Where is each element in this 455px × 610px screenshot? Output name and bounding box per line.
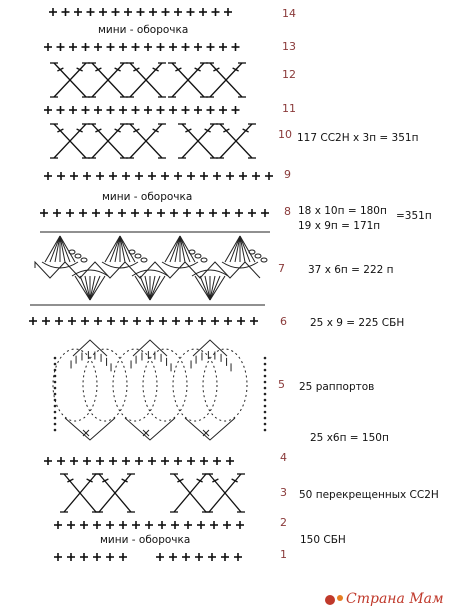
crossed-stitch-symbol [126,124,166,158]
lace-dot [54,375,57,378]
lace-dot [54,417,57,420]
single-crochet-symbol [70,457,78,465]
single-crochet-symbol [219,43,227,51]
single-crochet-symbol [156,553,164,561]
note-row-1: 150 СБН [300,534,346,546]
single-crochet-symbol [44,172,52,180]
single-crochet-symbol [69,43,77,51]
lace-dot [54,393,57,396]
single-crochet-symbol [144,106,152,114]
single-crochet-symbol [94,43,102,51]
plus-row-row-6 [29,317,258,325]
single-crochet-symbol [124,8,132,16]
single-crochet-symbol [81,317,89,325]
single-crochet-symbol [265,172,273,180]
single-crochet-symbol [109,172,117,180]
single-crochet-symbol [182,553,190,561]
single-crochet-symbol [200,172,208,180]
single-crochet-symbol [236,521,244,529]
single-crochet-symbol [106,521,114,529]
single-crochet-symbol [161,172,169,180]
lace-dot [54,357,57,360]
single-crochet-symbol [120,317,128,325]
note-row-8a: 18 х 10п = 180п [298,205,387,217]
row-number-9: 9 [284,168,291,181]
single-crochet-symbol [172,317,180,325]
crossed-stitch-symbol [206,63,246,97]
row-number-14: 14 [282,7,296,20]
crossed-stitch-symbol [88,124,128,158]
lace-dot [54,387,57,390]
single-crochet-symbol [223,521,231,529]
single-crochet-symbol [96,172,104,180]
single-crochet-symbol [57,106,65,114]
single-crochet-symbol [171,521,179,529]
lace-dot [54,405,57,408]
single-crochet-symbol [169,106,177,114]
single-crochet-symbol [119,553,127,561]
lace-dot [264,417,267,420]
single-crochet-symbol [44,43,52,51]
single-crochet-symbol [54,521,62,529]
row-number-5: 5 [278,378,285,391]
single-crochet-symbol [131,209,139,217]
single-crochet-symbol [57,457,65,465]
mini-ruffle-label-top: мини - оборочка [98,24,189,36]
row-number-13: 13 [282,40,296,53]
single-crochet-symbol [224,317,232,325]
single-crochet-symbol [122,457,130,465]
cross-row-row-10 [50,124,256,158]
single-crochet-symbol [174,172,182,180]
single-crochet-symbol [112,8,120,16]
single-crochet-symbol [187,457,195,465]
single-crochet-symbol [144,209,152,217]
crossed-stitch-symbol [88,63,128,97]
plus-row-row-11 [44,106,240,114]
lace-dot [264,363,267,366]
lace-dot [264,369,267,372]
row-number-10: 10 [278,128,292,141]
single-crochet-symbol [96,457,104,465]
single-crochet-symbol [148,457,156,465]
single-crochet-symbol [198,317,206,325]
single-crochet-symbol [149,8,157,16]
single-crochet-symbol [170,209,178,217]
single-crochet-symbol [222,209,230,217]
single-crochet-symbol [199,8,207,16]
single-crochet-symbol [109,457,117,465]
single-crochet-symbol [185,317,193,325]
single-crochet-symbol [55,317,63,325]
single-crochet-symbol [232,43,240,51]
crossed-stitch-symbol [205,474,245,512]
lace-arches-row-5 [53,340,266,440]
single-crochet-symbol [183,209,191,217]
single-crochet-symbol [44,106,52,114]
single-crochet-symbol [119,106,127,114]
single-crochet-symbol [184,521,192,529]
single-crochet-symbol [67,521,75,529]
single-crochet-symbol [195,553,203,561]
single-crochet-symbol [94,106,102,114]
single-crochet-symbol [119,43,127,51]
lace-dot [54,381,57,384]
lace-dot [54,411,57,414]
single-crochet-symbol [158,521,166,529]
single-crochet-symbol [69,106,77,114]
lace-dot [264,405,267,408]
single-crochet-symbol [169,43,177,51]
single-crochet-symbol [157,106,165,114]
crossed-stitch-symbol [126,63,166,97]
note-row-5b: 25 х6п = 150п [310,432,389,444]
single-crochet-symbol [250,317,258,325]
lace-dot [264,381,267,384]
watermark-text: Страна Мам [346,591,444,607]
single-crochet-symbol [232,106,240,114]
single-crochet-symbol [118,209,126,217]
watermark-logo-dot-icon [337,595,343,601]
single-crochet-symbol [132,106,140,114]
single-crochet-symbol [80,521,88,529]
single-crochet-symbol [213,172,221,180]
single-crochet-symbol [248,209,256,217]
row-number-3: 3 [280,486,287,499]
lace-fan [162,236,228,300]
single-crochet-symbol [234,553,242,561]
single-crochet-symbol [94,317,102,325]
lace-arch [173,340,247,440]
single-crochet-symbol [212,8,220,16]
single-crochet-symbol [82,106,90,114]
row-number-7: 7 [278,262,285,275]
single-crochet-symbol [213,457,221,465]
crossed-stitch-symbol [60,474,100,512]
single-crochet-symbol [57,43,65,51]
single-crochet-symbol [137,8,145,16]
single-crochet-symbol [221,553,229,561]
mini-ruffle-label-middle: мини - оборочка [102,191,193,203]
lace-dot [264,393,267,396]
single-crochet-symbol [159,317,167,325]
single-crochet-symbol [83,457,91,465]
row-number-2: 2 [280,516,287,529]
crossed-stitch-symbol [168,63,208,97]
single-crochet-symbol [252,172,260,180]
lace-dot [264,387,267,390]
single-crochet-symbol [80,553,88,561]
single-crochet-symbol [74,8,82,16]
single-crochet-symbol [145,521,153,529]
single-crochet-symbol [53,209,61,217]
row-number-4: 4 [280,451,287,464]
single-crochet-symbol [157,209,165,217]
single-crochet-symbol [194,43,202,51]
single-crochet-symbol [66,209,74,217]
lace-dot [54,399,57,402]
lace-dot [54,423,57,426]
single-crochet-symbol [169,553,177,561]
single-crochet-symbol [93,553,101,561]
note-row-10: 117 СС2Н х 3п = 351п [297,132,419,144]
single-crochet-symbol [210,521,218,529]
lace-arch [53,340,127,440]
plus-row-row-4 [44,457,234,465]
row-number-6: 6 [280,315,287,328]
single-crochet-symbol [207,106,215,114]
single-crochet-symbol [49,8,57,16]
single-crochet-symbol [200,457,208,465]
single-crochet-symbol [239,172,247,180]
single-crochet-symbol [119,521,127,529]
plus-row-row-13 [44,43,240,51]
crossed-stitch-symbol [50,124,90,158]
single-crochet-symbol [197,521,205,529]
plus-row-row-1a [54,553,127,561]
watermark-logo-icon [325,595,335,605]
single-crochet-symbol [79,209,87,217]
single-crochet-symbol [92,209,100,217]
single-crochet-symbol [237,317,245,325]
single-crochet-symbol [187,172,195,180]
plus-row-row-14 [49,8,232,16]
single-crochet-symbol [105,209,113,217]
single-crochet-symbol [148,172,156,180]
crossed-stitch-symbol [178,124,218,158]
crossed-stitch-symbol [170,474,210,512]
single-crochet-symbol [207,43,215,51]
crossed-stitch-symbol [95,474,135,512]
single-crochet-symbol [70,172,78,180]
lace-dot [54,363,57,366]
single-crochet-symbol [107,106,115,114]
single-crochet-symbol [157,43,165,51]
note-row-8-total: =351п [396,210,432,222]
single-crochet-symbol [62,8,70,16]
single-crochet-symbol [99,8,107,16]
crossed-stitch-symbol [216,124,256,158]
single-crochet-symbol [224,8,232,16]
single-crochet-symbol [144,43,152,51]
single-crochet-symbol [68,317,76,325]
lace-fan [102,236,168,300]
row-number-1: 1 [280,548,287,561]
lace-dot [54,369,57,372]
single-crochet-symbol [82,43,90,51]
single-crochet-symbol [133,317,141,325]
annotations [297,132,439,546]
single-crochet-symbol [161,457,169,465]
single-crochet-symbol [87,8,95,16]
plus-row-row-1b [156,553,242,561]
note-row-6: 25 х 9 = 225 СБН [310,317,405,329]
watermark [325,591,444,607]
lace-dot [264,357,267,360]
single-crochet-symbol [135,172,143,180]
row-number-11: 11 [282,102,296,115]
single-crochet-symbol [135,457,143,465]
lace-arch [113,340,187,440]
single-crochet-symbol [208,553,216,561]
single-crochet-symbol [107,43,115,51]
single-crochet-symbol [146,317,154,325]
single-crochet-symbol [122,172,130,180]
mini-ruffle-label-bottom: мини - оборочка [100,534,191,546]
single-crochet-symbol [57,172,65,180]
lace-dot [264,375,267,378]
single-crochet-symbol [209,209,217,217]
single-crochet-symbol [54,553,62,561]
plus-row-row-2 [54,521,244,529]
plus-row-row-8 [40,209,269,217]
single-crochet-symbol [162,8,170,16]
single-crochet-symbol [219,106,227,114]
row-number-8: 8 [284,205,291,218]
single-crochet-symbol [226,457,234,465]
single-crochet-symbol [194,106,202,114]
lace-fan [42,236,108,300]
single-crochet-symbol [93,521,101,529]
single-crochet-symbol [44,457,52,465]
single-crochet-symbol [174,457,182,465]
lace-dot [264,423,267,426]
single-crochet-symbol [182,106,190,114]
single-crochet-symbol [235,209,243,217]
lace-dot [54,429,57,432]
single-crochet-symbol [211,317,219,325]
single-crochet-symbol [196,209,204,217]
row-number-12: 12 [282,68,296,81]
single-crochet-symbol [67,553,75,561]
lace-dot [264,411,267,414]
single-crochet-symbol [29,317,37,325]
note-row-5a: 25 раппортов [299,381,375,393]
single-crochet-symbol [187,8,195,16]
single-crochet-symbol [132,43,140,51]
single-crochet-symbol [83,172,91,180]
single-crochet-symbol [40,209,48,217]
single-crochet-symbol [226,172,234,180]
single-crochet-symbol [106,553,114,561]
plus-row-row-9 [44,172,273,180]
lace-dot [264,399,267,402]
crossed-stitch-symbol [50,63,90,97]
single-crochet-symbol [107,317,115,325]
single-crochet-symbol [42,317,50,325]
note-row-3: 50 перекрещенных СС2Н [299,489,439,501]
cross-row-row-3 [60,474,245,512]
note-row-7: 37 х 6п = 222 п [308,264,394,276]
single-crochet-symbol [261,209,269,217]
lace-dot [264,429,267,432]
single-crochet-symbol [132,521,140,529]
single-crochet-symbol [182,43,190,51]
note-row-8b: 19 х 9п = 171п [298,220,381,232]
single-crochet-symbol [174,8,182,16]
row-numbers [278,7,296,561]
cross-row-row-12 [50,63,246,97]
lace-band-row-7 [30,232,270,305]
